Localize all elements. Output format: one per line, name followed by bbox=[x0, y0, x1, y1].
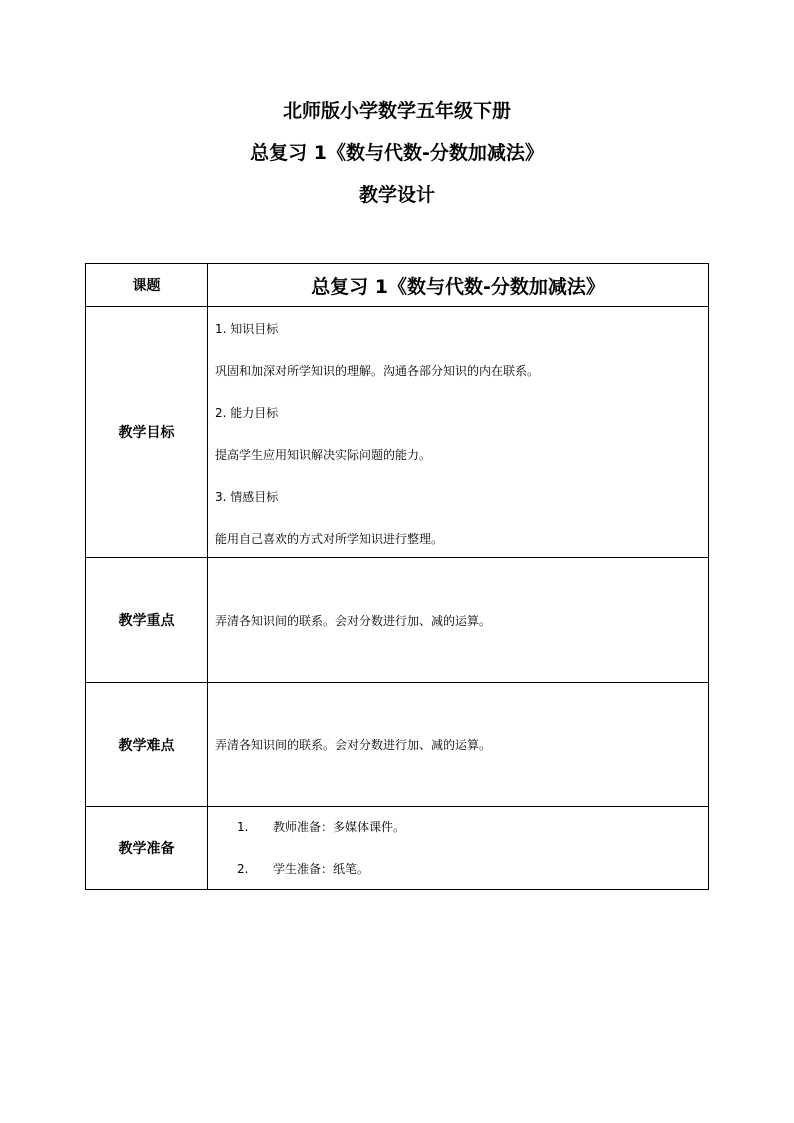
title-grade-line: 北师版小学数学五年级下册 bbox=[282, 100, 511, 122]
preparation-item-number: 1. bbox=[237, 820, 249, 834]
topic-row bbox=[86, 264, 709, 307]
objective-text-emotion: 能用自己喜欢的方式对所学知识进行整理。 bbox=[215, 532, 444, 546]
objective-text-knowledge: 巩固和加深对所学知识的理解。沟通各部分知识的内在联系。 bbox=[215, 364, 540, 378]
preparation-item bbox=[215, 819, 708, 835]
lesson-plan-table bbox=[85, 263, 709, 890]
preparation-cell bbox=[208, 807, 709, 890]
preparation-item-text: 教师准备：多媒体课件。 bbox=[273, 820, 406, 834]
objectives-cell bbox=[208, 307, 709, 558]
objective-heading-emotion: 3. 情感目标 bbox=[215, 490, 279, 504]
topic-value: 总复习 1《数与代数-分数加减法》 bbox=[208, 264, 709, 307]
objective-heading-ability: 2. 能力目标 bbox=[215, 406, 279, 420]
key-points-label: 教学重点 bbox=[86, 558, 208, 683]
preparation-row bbox=[86, 807, 709, 890]
objective-text-ability: 提高学生应用知识解决实际问题的能力。 bbox=[215, 448, 432, 462]
preparation-item-text: 学生准备：纸笔。 bbox=[273, 862, 370, 876]
difficulties-text: 弄清各知识间的联系。会对分数进行加、减的运算。 bbox=[208, 683, 709, 807]
title-lesson-line: 总复习 1《数与代数-分数加减法》 bbox=[250, 142, 544, 164]
preparation-item bbox=[215, 861, 708, 877]
difficulties-row bbox=[86, 683, 709, 807]
objectives-row bbox=[86, 307, 709, 558]
objectives-label: 教学目标 bbox=[86, 307, 208, 558]
key-points-text: 弄清各知识间的联系。会对分数进行加、减的运算。 bbox=[208, 558, 709, 683]
preparation-item-number: 2. bbox=[237, 862, 249, 876]
preparation-label: 教学准备 bbox=[86, 807, 208, 890]
difficulties-label: 教学难点 bbox=[86, 683, 208, 807]
objective-heading-knowledge: 1. 知识目标 bbox=[215, 322, 279, 336]
key-points-row bbox=[86, 558, 709, 683]
topic-label: 课题 bbox=[86, 264, 208, 307]
document-title bbox=[0, 100, 794, 226]
title-type-line: 教学设计 bbox=[358, 184, 435, 206]
